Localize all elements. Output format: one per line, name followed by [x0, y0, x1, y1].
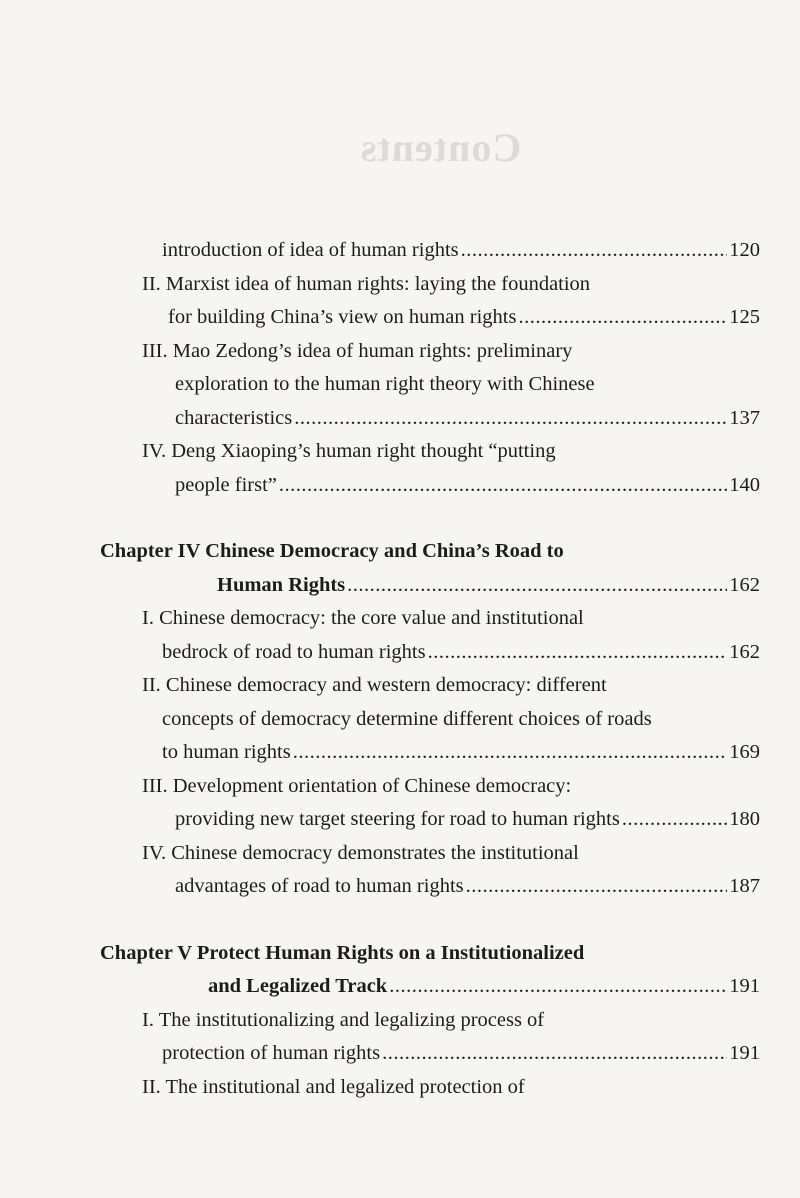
page-number: 191: [729, 1042, 760, 1064]
toc-entry-line: I. Chinese democracy: the core value and institutional: [142, 607, 584, 629]
toc-entry-text: characteristics: [175, 406, 293, 429]
toc-entry-line: III. Mao Zedong’s idea of human rights: preliminary: [142, 339, 573, 362]
leader-dots: [461, 234, 728, 268]
toc-entry-text: people first”: [175, 473, 277, 496]
chapter-heading: Chapter V Protect Human Rights on a Institutionalized: [100, 941, 585, 964]
toc-entry-text: advantages of road to human rights: [175, 875, 464, 897]
toc-entry-line: II. Marxist idea of human rights: laying the foundation: [142, 272, 591, 295]
leader-dots: [428, 636, 728, 670]
page-number: 162: [729, 640, 760, 663]
chapter-heading-text: and Legalized Track: [208, 975, 388, 997]
leader-dots: [382, 1037, 727, 1071]
page-number: 187: [729, 875, 760, 897]
toc-entry-text: to human rights: [162, 741, 291, 763]
leader-dots: [518, 301, 727, 335]
toc-entry: [100, 736, 760, 770]
page-number: 180: [729, 808, 760, 830]
page-number: 120: [729, 239, 760, 261]
toc-entry-text: protection of human rights: [162, 1042, 381, 1064]
toc-entry: [100, 469, 760, 503]
leader-dots: [294, 402, 727, 436]
toc-entry: [100, 234, 760, 268]
toc-entry-text: providing new target steering for road to human rights: [175, 808, 620, 830]
toc-entry-line: III. Development orientation of Chinese democracy:: [142, 774, 572, 797]
show-through-text: Contents: [360, 125, 522, 170]
toc-entry-line: exploration to the human right theory with Chinese: [175, 373, 595, 395]
toc-entry: [100, 970, 760, 1004]
leader-dots: [293, 736, 728, 770]
toc-entry-line: II. The institutional and legalized protection of: [142, 1075, 525, 1098]
page-number: 137: [729, 406, 760, 429]
page-number: 162: [729, 573, 760, 596]
leader-dots: [389, 970, 727, 1004]
leader-dots: [279, 469, 727, 503]
toc-entry: [100, 803, 760, 837]
toc-entry: [100, 301, 760, 335]
leader-dots: [347, 569, 727, 603]
page-number: 191: [729, 975, 760, 997]
toc-entry-line: I. The institutionalizing and legalizing process of: [142, 1008, 545, 1031]
page-number: 125: [729, 306, 760, 328]
toc-entry-text: bedrock of road to human rights: [162, 640, 426, 663]
toc-entry-line: IV. Deng Xiaoping’s human right thought “putting: [142, 440, 556, 462]
table-of-contents: [100, 234, 760, 1104]
toc-entry: [100, 870, 760, 904]
chapter-heading-text: Human Rights: [217, 573, 346, 596]
toc-entry-line: IV. Chinese democracy demonstrates the institutional: [142, 841, 579, 864]
page-number: 140: [729, 473, 760, 496]
page-number: 169: [729, 741, 760, 763]
leader-dots: [622, 803, 727, 837]
chapter-heading: Chapter IV Chinese Democracy and China’s Road to: [100, 540, 564, 562]
toc-entry-text: for building China’s view on human rights: [168, 306, 517, 328]
toc-entry-line: II. Chinese democracy and western democracy: different: [142, 674, 607, 696]
toc-entry: [100, 1037, 760, 1071]
toc-entry: [100, 402, 760, 436]
toc-entry: [100, 569, 760, 603]
toc-entry-text: introduction of idea of human rights: [162, 239, 459, 261]
toc-entry-line: concepts of democracy determine different choices of roads: [162, 707, 652, 730]
leader-dots: [466, 870, 728, 904]
toc-entry: [100, 636, 760, 670]
